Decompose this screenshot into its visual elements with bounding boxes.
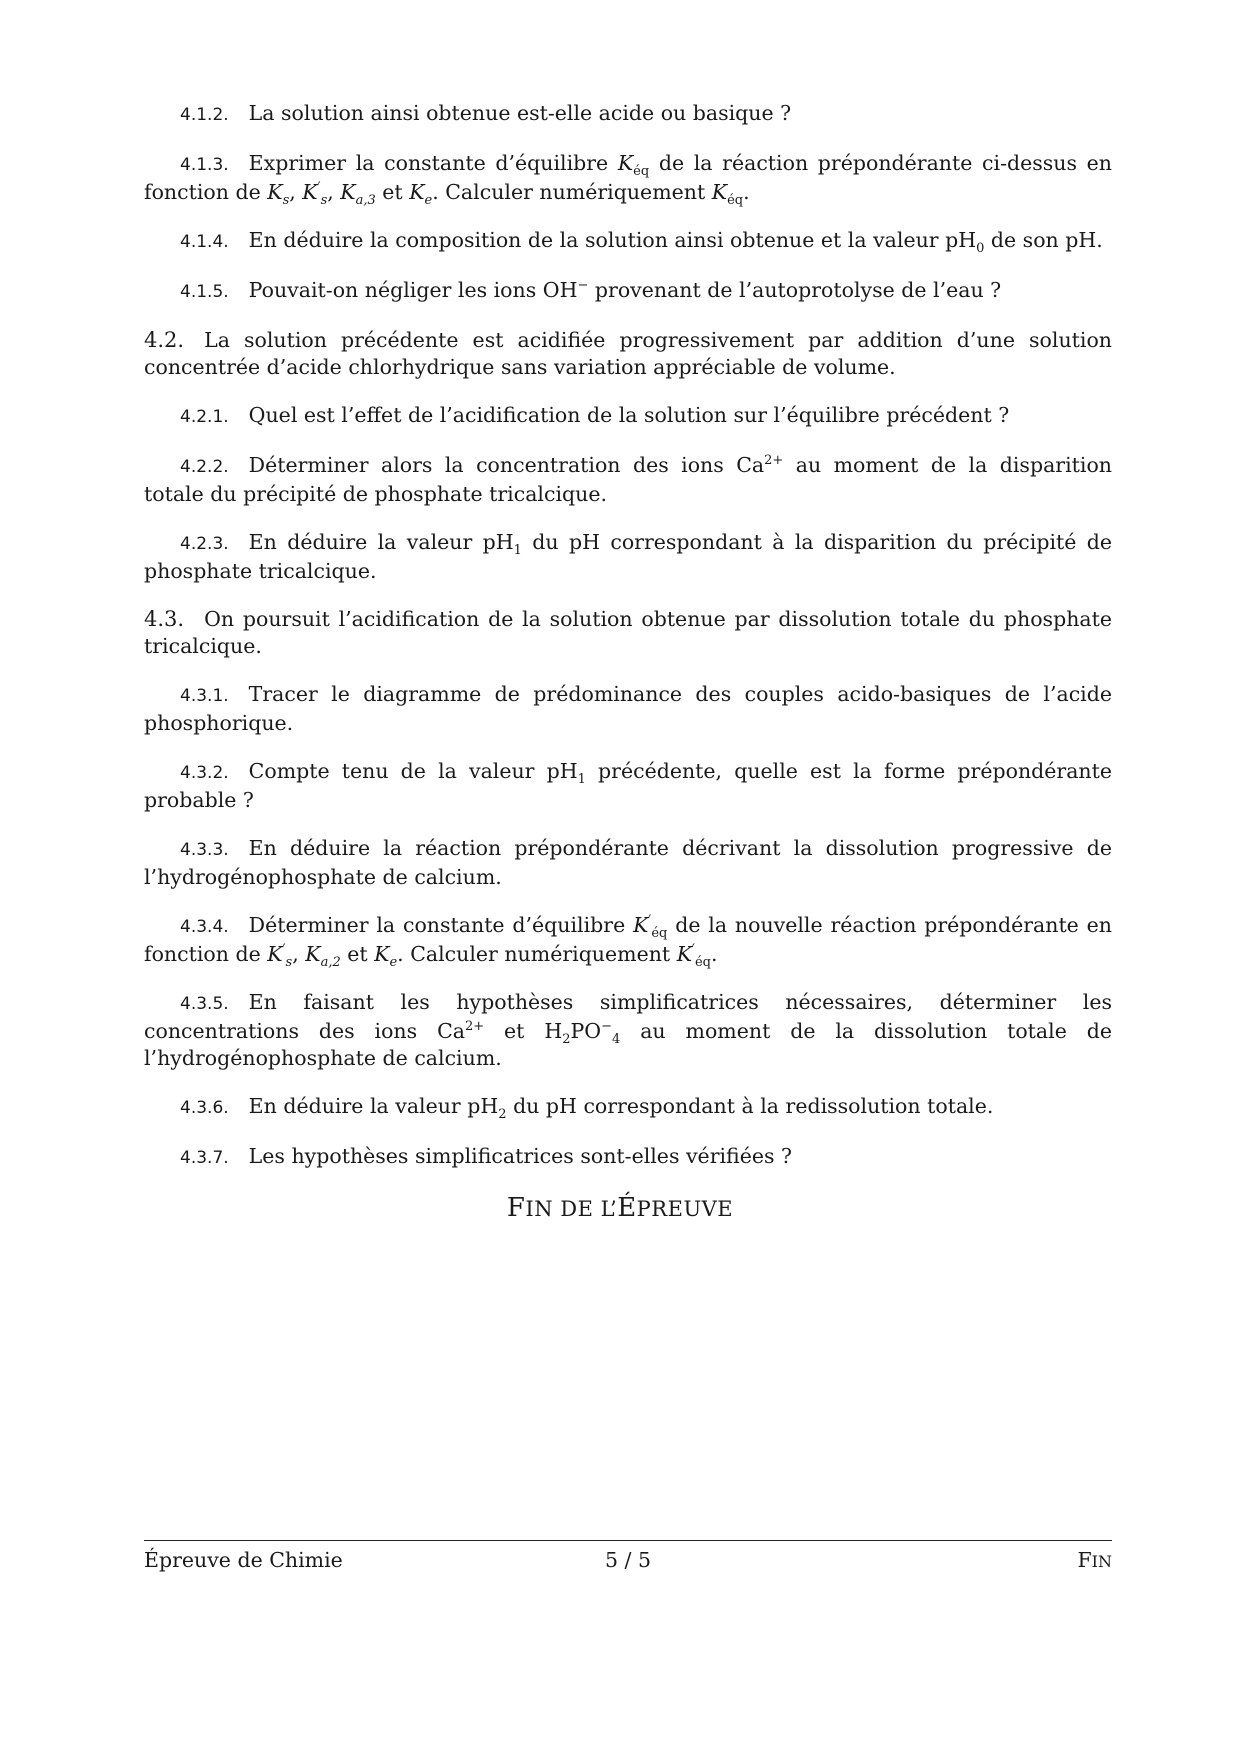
- question-4-3-6: 4.3.6. En déduire la valeur $pH_2$ du pH correspondant à la redissolution totale.: [180, 1094, 994, 1123]
- question-number: 4.1.4.: [180, 232, 229, 252]
- question-number: 4.3.7.: [180, 1148, 229, 1168]
- question-number: 4.1.5.: [180, 282, 229, 302]
- question-4-3-1: 4.3.1. Tracer le diagramme de prédominance des couples acido-basiques de l’acide phosphorique.: [144, 682, 1112, 735]
- question-number: 4.1.2.: [180, 105, 229, 125]
- question-number: 4.2.2.: [180, 457, 229, 477]
- question-number: 4.3.2.: [180, 763, 229, 783]
- footer-exam-name: Épreuve de Chimie: [144, 1548, 343, 1572]
- end-of-exam-title: FIN DE L’ÉPREUVE: [506, 1193, 734, 1223]
- section-number: 4.3.: [144, 607, 185, 631]
- question-4-2-2: 4.2.2. Déterminer alors la concentration des ions $Ca^{2+}$ au moment de la disparition totale du précipité de phosphate tricalcique.: [144, 453, 1112, 506]
- question-number: 4.2.1.: [180, 407, 229, 427]
- question-number: 4.3.3.: [180, 840, 229, 860]
- section-number: 4.2.: [144, 328, 185, 352]
- question-4-3-7: 4.3.7. Les hypothèses simplificatrices sont-elles vérifiées ?: [180, 1144, 793, 1168]
- question-number: 4.1.3.: [180, 155, 229, 175]
- question-number: 4.3.5.: [180, 994, 229, 1014]
- question-4-1-2: 4.1.2. La solution ainsi obtenue est-elle acide ou basique ?: [180, 101, 792, 125]
- question-4-3-3: 4.3.3. En déduire la réaction prépondérante décrivant la dissolution progressive de l’hydrogénophosphate de calcium.: [144, 836, 1112, 889]
- footer-page-number: 5 / 5: [604, 1548, 652, 1572]
- question-number: 4.3.1.: [180, 686, 229, 706]
- section-4-2: 4.2. La solution précédente est acidifiée progressivement par addition d’une solution concentrée d’acide chlorhydrique sans variation appréciable de volume.: [144, 328, 1112, 379]
- question-number: 4.3.6.: [180, 1098, 229, 1118]
- question-4-1-4: 4.1.4. En déduire la composition de la solution ainsi obtenue et la valeur $pH_0$ de son pH.: [180, 228, 1103, 257]
- exam-questions: [144, 100, 1112, 1193]
- footer-end-mark: FIN: [1077, 1548, 1112, 1572]
- question-4-3-2: 4.3.2. Compte tenu de la valeur $pH_1$ précédente, quelle est la forme prépondérante probable ?: [144, 759, 1112, 812]
- section-4-3: 4.3. On poursuit l’acidification de la solution obtenue par dissolution totale du phosphate tricalcique.: [144, 607, 1112, 658]
- footer-divider: [144, 1540, 1112, 1541]
- question-4-3-5: 4.3.5. En faisant les hypothèses simplificatrices nécessaires, déterminer les concentrations des ions $Ca^{2+}$ et $H_2PO^-_4$ au moment de la dissolution totale de l’hydrogénophosphate de calcium.: [144, 990, 1112, 1070]
- question-4-2-3: 4.2.3. En déduire la valeur $pH_1$ du pH correspondant à la disparition du précipité de phosphate tricalcique.: [144, 530, 1112, 583]
- question-4-1-3: 4.1.3. Exprimer la constante d’équilibre $K_{éq}$ de la réaction prépondérante ci-dessus en fonction de $K_s$, $K'_s$, $K_{a,3}$ et $K_e$. Calculer numériquement $K_{éq}$.: [144, 151, 1112, 209]
- question-4-1-5: 4.1.5. Pouvait-on négliger les ions OH− provenant de l’autoprotolyse de l’eau ?: [180, 278, 1002, 302]
- question-number: 4.2.3.: [180, 534, 229, 554]
- question-4-2-1: 4.2.1. Quel est l’effet de l’acidification de la solution sur l’équilibre précédent ?: [180, 403, 1010, 427]
- question-number: 4.3.4.: [180, 917, 229, 937]
- question-4-3-4: 4.3.4. Déterminer la constante d’équilibre $K'_{éq}$ de la nouvelle réaction prépondérante en fonction de $K'_s$, $K_{a,2}$ et $K_e$. Calculer numériquement $K'_{éq}$.: [144, 913, 1112, 971]
